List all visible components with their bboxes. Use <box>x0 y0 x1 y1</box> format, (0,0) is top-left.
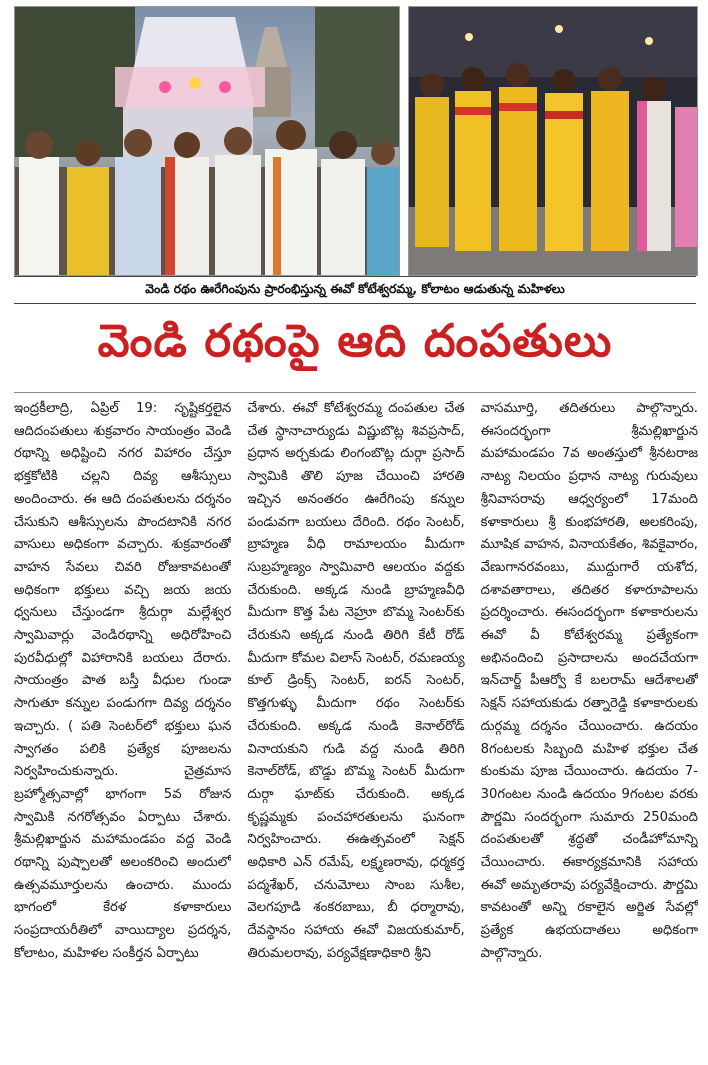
headline-divider <box>14 392 696 393</box>
article-paragraph: వాసమూర్తి, తదితరులు పాల్గొన్నారు. ఈసందర్భంగా శ్రీమల్లిఖార్జున మహామండపం 7వ అంతస్తులో శ్రీనటరాజ నాట్య నిలయం ప్రధాన నాట్య గురువులు శ్రీనివాసరావు ఆధ్వర్యంలో 17మంది కళాకారులు శ్రీ కుంభహారతి, అలకరింపు, మూషిక వాహన, వినాయకేతం, శివకైవారం, వేణుగానరవంబు, ముద్దుగారే యశోద, దశావతారాలు, తదితర కళారూపాలను ప్రదర్శించారు. ఈసందర్భంగా కళాకారులను ఈవో వీ కోటేశ్వరమ్మ ప్రత్యేకంగా అభినందించి ప్రసాదాలను అందచేయగా ఇన్‌చార్జ్ పీఆర్వో కే బలరామ్ ఆదేశాలతో సెక్షన్ సహాయకుడు రత్నారెడ్డి కళాకారులకు దుర్గమ్మ దర్శనం చేయించారు. ఉదయం 8గంటలకు సిబ్బంది మహిళ భక్తుల చేత కుంకుమ పూజ చేయించారు. ఉదయం 7-30గంటల నుండి ఉదయం 9గంటల వరకు పౌర్ణమి సందర్భంగా సుమారు 250మంది దంపతులతో శ్రద్ధతో చండీహోమాన్ని చేయించారు. ఈకార్యక్రమానికి సహాయ ఈవో అమృతరావు పర్యవేక్షించారు. పౌర్ణమి కావటంతో అన్ని రకాలైన అర్జిత సేవల్లో ప్రత్యేక ఉభయదాతలు అధికంగా పాల్గొన్నారు. <box>480 401 698 961</box>
kolatam-women-photo <box>408 6 698 276</box>
article-paragraph: ఇంద్రకీలాద్రి, ఏప్రిల్ 19: సృష్టికర్తలైన ఆదిదంపతులు శుక్రవారం సాయంత్రం వెండి రథాన్ని అధిష్టించి నగర విహారం చేస్తూ భక్తకోటికి చల్లని దివ్య ఆశీస్సులు అందించారు. ఈ ఆది దంపతులను దర్శనం చేసుకుని ఆశీస్సులను పొందటానికి నగర వాసులు అధికంగా వచ్చారు. శుక్రవారంతో వాహన సేవలు చివరి రోజుకావటంతో అధికంగా భక్తులు వచ్చి జయ జయ ధ్వనులు చేస్తుండగా శ్రీదుర్గా మల్లేశ్వర స్వామివార్లు వెండిరథాన్ని అధిరోహించి పురవీధుల్లో విహారానికి బయలు దేరారు. సాయంత్రం పాత బస్తీ వీధుల గుండా సాగుతూ కన్నుల పండుగగా దివ్య దర్శనం ఇచ్చారు. ( పతి సెంటర్‌లో భక్తులు ఘన స్వాగతం పలికి ప్రత్యేక పూజలను నిర్వహించుకున్నారు. చైత్రమాస బ్రహ్మోత్సవాల్లో భాగంగా 5వ రోజున స్వామికి నగరోత్సవం ఏర్పాటు చేశారు. శ్రీమల్లిఖార్జున మహామండపం వద్ద వెండి రథాన్ని పుష్పాలతో అలంకరించి అందులో ఉత్సవమూర్తులను ఉంచారు. ముందు భాగంలో కేరళ కళాకారులు సంప్రదాయరీతిలో వాయిద్యాల ప్రదర్శన, కోలాటం, మహిళల సంకీర్తన ఏర్పాటు <box>14 401 232 961</box>
headline: వెండి రథంపై ఆది దంపతులు <box>97 314 613 367</box>
silver-chariot-photo <box>14 6 400 276</box>
article-paragraph: చేశారు. ఈవో కోటేశ్వరమ్మ దంపతుల చేత చేత స్థానాచార్యుడు విష్ణుబొట్ల శివప్రసాద్, ప్రధాన అర్చకుడు లింగంబొట్ల దుర్గా ప్రసాద్ స్వామికి తొలి పూజ చేయించి హారతి ఇచ్చిన అనంతరం ఊరేగింపు కన్నుల పండువగా బయలు దేరింది. రథం సెంటర్, బ్రాహ్మణ వీధి రామాలయం మీదుగా సుబ్రహ్మణ్యం స్వామివారి ఆలయం వద్దకు చేరుకుంది. అక్కడ నుండి బ్రాహ్మణవీధి మీదుగా కొత్త పేట నెహ్రూ బొమ్మ సెంటర్‌కు చేరుకుని అక్కడ నుండి తిరిగి కేటీ రోడ్ మీదుగా కోమల విలాస్ సెంటర్, రమణయ్య కూల్ డ్రింక్స్ సెంటర్, ఐరన్ సెంటర్, కొత్తగుళ్ళు మీదుగా రథం సెంటర్‌కు చేరుకుంది. అక్కడ నుండి కెనాల్‌రోడ్ వినాయకుని గుడి వద్ద నుండి తిరిగి కెనాల్‌రోడ్, బొడ్డు బొమ్మ సెంటర్ మీదుగా దుర్గా ఘాట్‌కు చేరుకుంది. అక్కడ కృష్ణమ్మకు పంచహారతులను ఘనంగా నిర్వహించారు. ఈఉత్సవంలో సెక్షన్ అధికారి ఎన్ రమేష్, లక్ష్మణరావు, ధర్మకర్త పద్మశేఖర్, చనుమోలు సాంబ సుశీల, వెలగపూడి శంకరబాబు, బీ ధర్మారావు, దేవస్థానం సహాయ ఈవో విజయకుమార్, తిరుమలరావు, పర్యవేక్షణాధికారి శ్రీని <box>247 401 465 961</box>
article-column-3 <box>481 398 698 1060</box>
article-column-1 <box>14 398 231 1060</box>
photo-caption: వెండి రథం ఊరేగింపును ప్రారంభిస్తున్న ఈవో కోటేశ్వరమ్మ, కోలాటం ఆడుతున్న మహిళలు <box>14 276 696 304</box>
article-body <box>14 398 698 1060</box>
article-column-2 <box>247 398 464 1060</box>
kolatam-women-photo-image <box>409 7 697 275</box>
silver-chariot-photo-image <box>15 7 399 275</box>
photo-row <box>14 6 696 274</box>
